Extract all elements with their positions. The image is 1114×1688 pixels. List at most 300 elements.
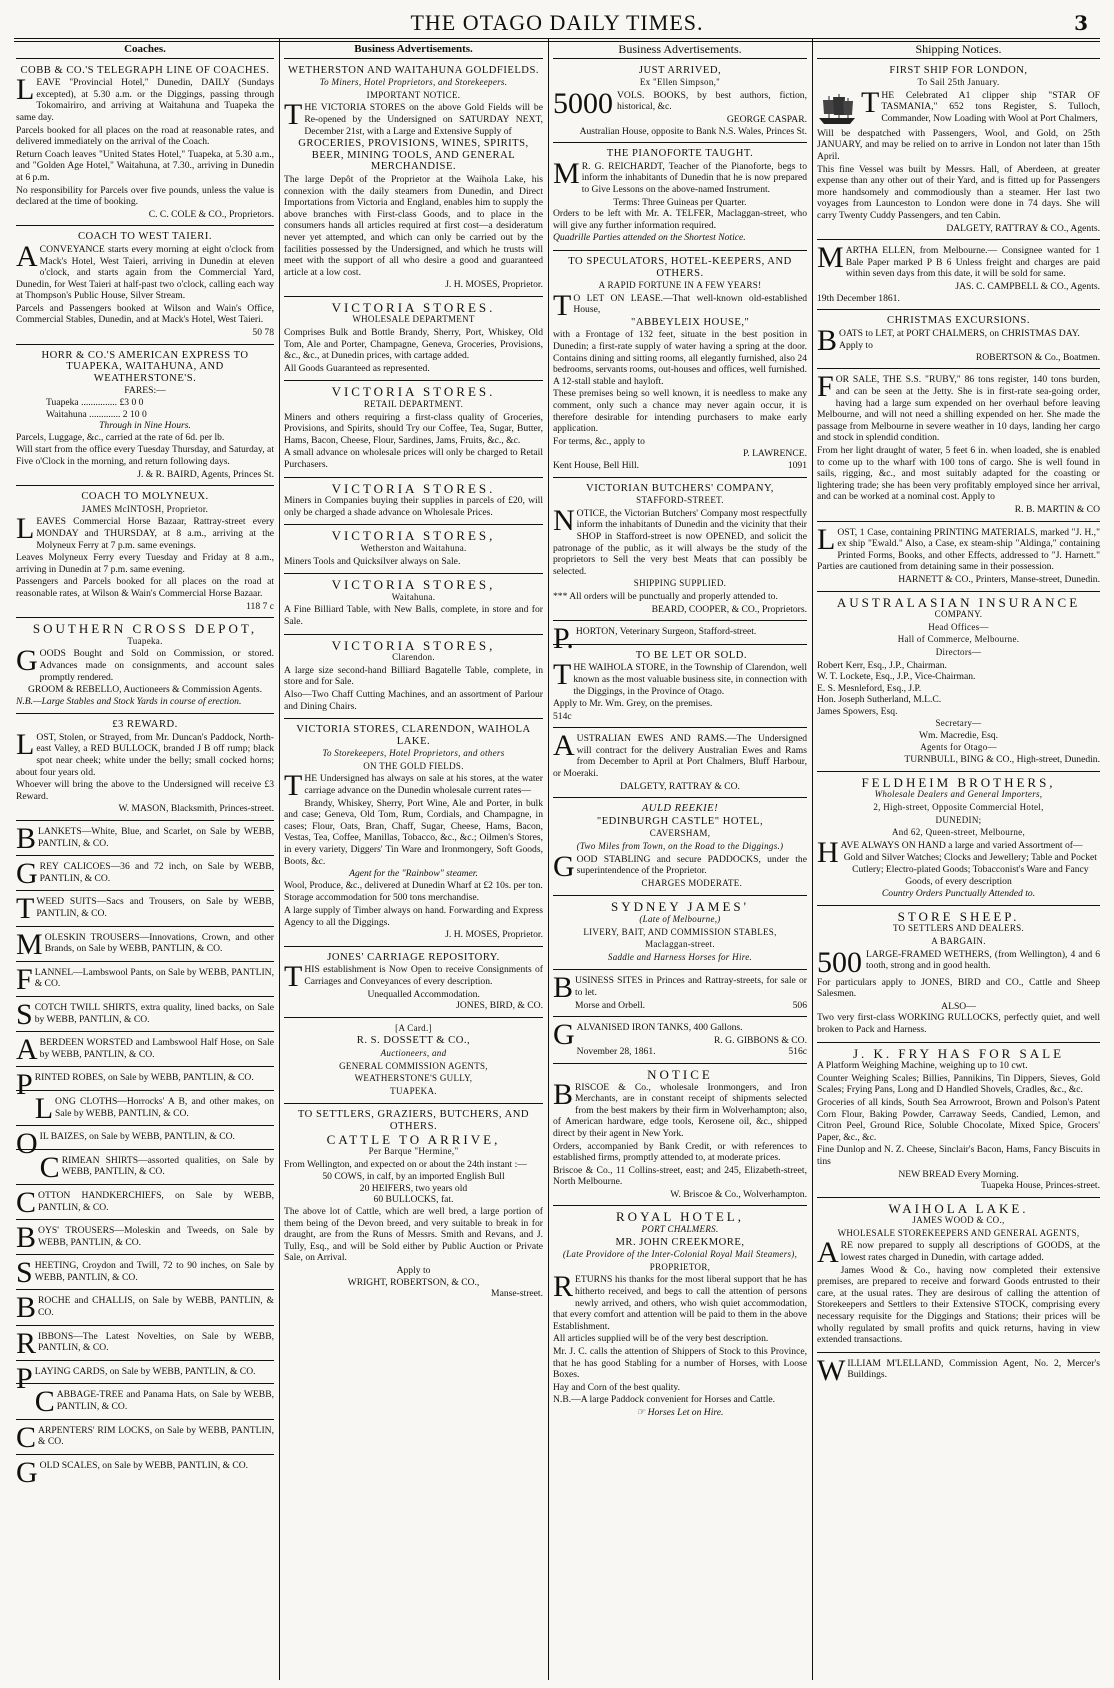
ad-butchers: [553, 481, 807, 622]
ad-body: Storage accommodation for 500 tons merchandise.: [284, 892, 480, 904]
ad-body: James Wood & Co., having now completed their extensive premises, are prepared to receive and forward Goods entrusted to their care, at the usual rates. They are desirous of calling the attention of Storekeepers and Settlers to their Extensive STOCK, comprising every necessary requisite for the Diggings and Stations; their prices will be wholly regulated by small profits and quick returns, having in view extended transactions.: [817, 1264, 1100, 1346]
ad-cattle: [284, 1107, 543, 1305]
ad-subtitle: JAMES WOOD & CO.,: [912, 1215, 1005, 1226]
ad-body: The above lot of Cattle, which are well bred, a large portion of them being of the Devon breed, and very suitable to break in for draught, are from the Runs of Messrs. Smith and Revans, and J. Tully, Esq., and will be Sold either by Public Auction or Private Sale, on Arrival.: [284, 1206, 543, 1264]
ad-subtitle: "EDINBURGH CASTLE" HOTEL,: [596, 815, 764, 827]
ad-christmas: [817, 313, 1100, 369]
ad-subtitle: LIVERY, BAIT, AND COMMISSION STABLES,: [583, 926, 777, 937]
ad-subtitle: Wetherston and Waitahuna.: [360, 542, 467, 553]
ad-dossett: [284, 1021, 543, 1105]
ad-body: GALVANISED IRON TANKS, 400 Gallons.: [553, 1018, 743, 1052]
ad-signature: J. H. MOSES, Proprietor.: [445, 279, 543, 291]
ad-cobb: [16, 63, 274, 227]
webb-pantlin-ad: [16, 1035, 274, 1067]
ad-body: Groceries of all kinds, South Sea Arrowroot, Brown and Polson's Patent Corn Flour, Baking Powder, Carraway Seeds, Candied, Lemon, and Citron Peel, Ground Rice, Soluble Chocolate, Mixed Spice, Grocers' Paper, &c., &c.: [817, 1096, 1100, 1143]
ad-body: GREY CALICOES—36 and 72 inch, on Sale by WEBB, PANTLIN, & CO.: [16, 857, 274, 891]
ad-body: MARTHA ELLEN, from Melbourne.— Consignee wanted for 1 Bale Paper marked P B 6 Unless freight and charges are paid within seven days from this date, it will be sold for same.: [817, 241, 1100, 280]
ad-director: Hon. Joseph Sutherland, M.L.C.: [817, 694, 942, 706]
ad-body: Return Coach leaves "United States Hotel," Tuapeka, at 5.30 a.m., and "Golden Age Hotel," Waitahuna, at 7.30., arriving in Dunedin at 6 p.m.: [16, 148, 274, 183]
webb-pantlin-ad: [16, 859, 274, 891]
ad-martha-ellen: [817, 243, 1100, 310]
ad-director: James Spowers, Esq.: [817, 705, 898, 717]
ad-signature: Tuapeka House, Princes-street.: [980, 1180, 1100, 1192]
ad-note: N.B.—Large Stables and Stock Yards in course of erection.: [16, 695, 242, 707]
ad-subtitle: To Miners, Hotel Proprietors, and Storekeepers.: [319, 77, 508, 88]
ad-subtitle: Hall of Commerce, Melbourne.: [897, 634, 1020, 645]
ad-body: ACONVEYANCE starts every morning at eight o'clock from Mack's Hotel, West Taieri, arriving in Dunedin at eleven o'clock, and starts again from the Commercial Yard, Dunedin, for West Taieri at half-past two o'clock, calling each way at Thompson's Public House, Silver Stream.: [16, 239, 274, 302]
ad-subtitle: Secretary—: [935, 717, 982, 728]
ad-body: Whoever will bring the above to the Undersigned will receive £3 Reward.: [16, 779, 274, 802]
ad-fry: [817, 1046, 1100, 1198]
ad-director: W. T. Lockete, Esq., J.P., Vice-Chairman.: [817, 671, 976, 683]
column-rule-3: [812, 38, 813, 1680]
ad-title: £3 REWARD.: [112, 719, 178, 731]
ad-briscoe: [553, 1067, 807, 1207]
ad-body: N.B.—A large Paddock convenient for Horses and Cattle.: [553, 1394, 776, 1406]
webb-pantlin-ad: [16, 1091, 274, 1126]
webb-pantlin-ad: [16, 1068, 274, 1102]
webb-pantlin-ad: [16, 997, 274, 1032]
ad-title: TO BE LET OR SOLD.: [635, 649, 748, 661]
ad-subtitle: CATTLE TO ARRIVE,: [326, 1131, 501, 1147]
ad-body: NEW BREAD Every Morning.: [898, 1168, 1019, 1180]
column-business-1: [284, 44, 543, 1680]
ad-body: LEAVE "Provincial Hotel," Dunedin, DAILY (Sundays excepted), at 5.30 a.m. or the Diggings, passing through Tokomairiro, and arriving at Waitahuna and Tuapeka the same day.: [16, 73, 274, 123]
ad-address-text: Kent House, Bell Hill.: [553, 460, 640, 471]
webb-pantlin-ad: [16, 1127, 274, 1161]
ad-body: Apply to Mr. Wm. Grey, on the premises.: [553, 698, 713, 710]
pointing-hand-icon: ☞: [636, 1406, 646, 1418]
ad-body: Wool, Produce, &c., delivered at Dunedin Wharf at £2 10s. per ton.: [284, 879, 543, 891]
ad-signature: P. LAWRENCE.: [743, 448, 807, 460]
ad-business-sites: [553, 973, 807, 1017]
ad-body: Will be despatched with Passengers, Wool, and Gold, on 25th JANUARY, and may be relied on to arrive in London not later than 15th April.: [817, 127, 1100, 162]
ad-reference: 1091: [787, 460, 807, 471]
ad-wetherston: [284, 63, 543, 297]
ad-molyneux: [16, 489, 274, 618]
webb-pantlin-ad: [16, 1293, 274, 1325]
ad-apply: Apply to: [396, 1265, 431, 1277]
webb-pantlin-ad: [16, 1326, 274, 1361]
ad-title: JONES' CARRIAGE REPOSITORY.: [327, 951, 500, 963]
ad-signature-line: [553, 1000, 807, 1012]
ad-body: THE Undersigned has always on sale at his stores, at the water carriage advance on the Dunedin wholesale current rates—: [284, 769, 543, 803]
ad-number: 500: [817, 945, 862, 979]
ad-address: Manse-street.: [491, 1288, 543, 1300]
webb-pantlin-ad: [16, 1185, 274, 1220]
ad-body: NOTICE, the Victorian Butchers' Company most respectfully inform the inhabitants of Dunedin and the vicinity that their SHOP in Stafford-street is now OPENED, and solicit the patronage of the public, as it will always be the study of the proprietors to Sell the very best Meats that can possibly be selected.: [553, 503, 807, 577]
ad-body: VOLS. BOOKS, by best authors, fiction, historical, &c.: [617, 89, 807, 113]
ad-signature: BEARD, COOPER, & CO., Proprietors.: [651, 603, 807, 615]
ad-subtitle: GENERAL COMMISSION AGENTS,: [339, 1060, 488, 1071]
ad-body: RIBBONS—The Latest Novelties, on Sale by WEBB, PANTLIN, & CO.: [16, 1326, 274, 1360]
ad-signature: WRIGHT, ROBERTSON, & CO.,: [347, 1276, 480, 1288]
ad-subtitle: Saddle and Harness Horses for Hire.: [607, 951, 753, 962]
ad-subtitle: WHOLESALE DEPARTMENT: [352, 314, 475, 325]
ad-body: The large Depôt of the Proprietor at the Waihola Lake, his connexion with the daily steamers from Dunedin, and Direct Importations from Victoria and England, enables him to supply the above branches with First-class Goods, and to place in the consumers hands all articles required at first cost—a desideratum never yet attempted, and which can only be carried out by the facilities possessed by the Undersigned, and which he trusts will meet with the support of all who desire a good and guaranteed article at a low cost.: [284, 173, 543, 278]
ad-reward: [16, 717, 274, 821]
ad-body: GOODS Bought and Sold on Commission, or stored. Advances made on consignments, and account sales promptly rendered.: [16, 644, 274, 683]
ad-body: LARGE-FRAMED WETHERS, (from Wellington), 4 and 6 tooth, strong and in good health.: [866, 948, 1100, 972]
ad-apply: Apply to: [839, 340, 873, 352]
ad-body: Orders, accompanied by Bank Credit, or with references to established firms, promptly attended to, at moderate prices.: [553, 1140, 807, 1164]
ad-subtitle: IMPORTANT NOTICE.: [366, 89, 461, 100]
ad-card-label: [A Card.]: [395, 1022, 432, 1033]
ad-subtitle: TO SETTLERS AND DEALERS.: [892, 923, 1025, 934]
ad-title: FIRST SHIP FOR LONDON,: [889, 64, 1028, 76]
ad-subtitle: ON THE GOLD FIELDS.: [363, 760, 464, 771]
ad-subtitle: Per Barque "Hermine,": [368, 1146, 459, 1157]
ad-body: MR. G. REICHARDT, Teacher of the Pianoforte, begs to inform the inhabitants of Dunedin that he is now prepared to Give Lessons on the above-named Instrument.: [553, 156, 807, 195]
ad-list-item: 20 HEIFERS, two years old: [359, 1182, 468, 1194]
ad-body: HAVE ALWAYS ON HAND a large and varied Assortment of—: [817, 835, 1083, 869]
ad-subtitle: Head Offices—: [928, 621, 989, 632]
ad-body: All Goods Guaranteed as represented.: [284, 362, 430, 374]
ad-body: GOOD STABLING and secure PADDOCKS, under the superintendence of the Proprietor.: [553, 849, 807, 883]
ad-body: ABERDEEN WORSTED and Lambswool Half Hose, on Sale by WEBB, PANTLIN, & CO.: [16, 1033, 274, 1067]
ad-title: WETHERSTON AND WAITAHUNA GOLDFIELDS.: [288, 64, 539, 76]
ad-abbeyleix: [553, 254, 807, 478]
ad-southern-cross: [16, 621, 274, 714]
ad-edinburgh-castle: [553, 801, 807, 896]
ad-body: THE Celebrated A1 clipper ship "STAR OF TASMANIA," 652 tons Register, S. Tulloch, Commander, Now Loading with Wool at Port Chalmers,: [861, 85, 1100, 124]
webb-pantlin-ad: [16, 962, 274, 997]
ad-subtitle: MR. JOHN CREEKMORE,: [615, 1236, 745, 1248]
ad-body: LOST, 1 Case, containing PRINTING MATERIALS, marked "J. H.," ex ship "Ewald." Also, a Case, ex steam-ship "Aldinga," containing Printed Forms, Books, and other Effects, addressed to "J. Harnett." Parties are cautioned from detaining same in their possession.: [817, 522, 1100, 573]
ad-body: FOR SALE, THE S.S. "RUBY," 86 tons register, 140 tons burden, and can be seen at the Jetty. She is in first-rate sea-going order, having had a large sum expended on her overhaul before leaving Melbourne, and will not need a shilling expended on her. She made the passage from Melbourne in severe weather in 10 days, landing her cargo and stock in splendid condition.: [817, 370, 1100, 444]
webb-pantlin-ad: [16, 1258, 274, 1290]
ad-date: November 28, 1861.: [576, 1046, 656, 1058]
ad-signature: J. & R. BAIRD, Agents, Princes St.: [137, 468, 274, 480]
ad-subtitle: PROPRIETOR,: [649, 1261, 711, 1272]
ad-title: R. S. DOSSETT & CO.,: [356, 1035, 471, 1047]
ad-reference: 516c: [788, 1046, 807, 1058]
ad-insurance: [817, 595, 1100, 772]
ad-lost-case: [817, 522, 1100, 592]
column-coaches: [16, 44, 274, 1680]
ad-body: WILLIAM M'LELLAND, Commission Agent, No. 2, Mercer's Buildings.: [817, 1353, 1100, 1387]
ad-body: TWEED SUITS—Sacs and Trousers, on Sale by WEBB, PANTLIN, & CO.: [16, 892, 274, 926]
ad-body: BOYS' TROUSERS—Moleskin and Tweeds, on Sale by WEBB, PANTLIN, & CO.: [16, 1221, 274, 1255]
webb-pantlin-ad: [16, 1150, 274, 1185]
column-business-2: [553, 44, 807, 1680]
ad-body: Comprises Bulk and Bottle Brandy, Sherry, Port, Whiskey, Old Tom, Ale and Porter, Champagne, Geneva, Groceries, Provisions, &c., &c., at Dunedin prices, with cartage added.: [284, 327, 543, 362]
ad-title: AULD REEKIE!: [641, 803, 719, 815]
ad-signature: W. Briscoe & Co., Wolverhampton.: [670, 1188, 807, 1200]
ad-store-sheep: [817, 909, 1100, 1043]
ad-subtitle: And 62, Queen-street, Melbourne,: [891, 827, 1026, 838]
ad-fare: Tuapeka ............... £3 0 0: [46, 397, 144, 409]
ad-subtitle: A BARGAIN.: [931, 936, 986, 946]
ad-reference: 50 78: [252, 327, 274, 339]
ad-body: CARPENTERS' RIM LOCKS, on Sale by WEBB, PANTLIN, & CO.: [16, 1420, 274, 1454]
ad-title: FELDHEIM BROTHERS,: [861, 774, 1056, 790]
ad-signature: GEORGE CASPAR.: [726, 113, 807, 125]
ad-body: PRINTED ROBES, on Sale by WEBB, PANTLIN, & CO.: [16, 1068, 254, 1102]
ad-body: GOLD SCALES, on Sale by WEBB, PANTLIN, & CO.: [16, 1455, 249, 1489]
ad-subtitle: To Sail 25th January.: [917, 77, 1000, 88]
webb-pantlin-ad: [16, 1455, 274, 1489]
ad-body: Briscoe & Co., 11 Collins-street, east; and 245, Elizabeth-street, North Melbourne.: [553, 1164, 807, 1188]
ad-director: Robert Kerr, Esq., J.P., Chairman.: [817, 659, 947, 671]
ad-subtitle: Auctioneers, and: [380, 1047, 447, 1058]
ad-sydney-james: [553, 899, 807, 970]
ad-title: ROYAL HOTEL,: [616, 1209, 744, 1225]
ad-signature: ROBERTSON & Co., Boatmen.: [975, 351, 1100, 363]
webb-pantlin-ad: [16, 1387, 274, 1419]
column-heading: Business Advertisements.: [284, 44, 543, 59]
ad-body: Parcels and Passengers booked at Wilson and Wain's Office, Commercial Stables, Dunedin, and at Mack's Hotel, West Taieri.: [16, 302, 274, 326]
ad-caspar: [553, 63, 807, 144]
ad-body: CRIMEAN SHIRTS—assorted qualities, on Sale by WEBB, PANTLIN, & CO.: [39, 1150, 274, 1184]
ad-subtitle: 2, High-street, Opposite Commercial Hotel,: [873, 802, 1044, 813]
column-shipping: [817, 44, 1100, 1680]
ad-title: COBB & CO.'S TELEGRAPH LINE OF COACHES.: [20, 64, 270, 76]
ad-signature: R. B. MARTIN & CO: [1014, 504, 1100, 515]
ad-iron-tanks: [553, 1020, 807, 1064]
ad-west-taieri: [16, 229, 274, 344]
webb-pantlin-ad: [16, 894, 274, 926]
ad-body: Quadrille Parties attended on the Shortest Notice.: [553, 232, 746, 244]
page-number: 3: [1074, 11, 1088, 35]
ad-signature: W. MASON, Blacksmith, Princes-street.: [118, 803, 274, 815]
ad-title: CHRISTMAS EXCURSIONS.: [887, 315, 1030, 327]
ad-body: A large size second-hand Billiard Bagatelle Table, complete, in store and for Sale.: [284, 664, 543, 688]
ad-footer: [553, 1407, 807, 1419]
ad-body: Parcels booked for all places on the road at reasonable rates, and delivered immediately on the arrival of the Coach.: [16, 124, 274, 148]
ad-body: All articles supplied will be of the very best description.: [553, 1333, 769, 1345]
column-heading: Shipping Notices.: [817, 44, 1100, 59]
ad-title: SYDNEY JAMES': [610, 899, 749, 915]
ad-subtitle: Ex "Ellen Simpson,": [639, 77, 721, 88]
sailing-ship-icon: [817, 92, 857, 126]
ad-body: COTTON HANDKERCHIEFS, on Sale by WEBB, PANTLIN, & CO.: [16, 1185, 274, 1219]
masthead: [0, 8, 1114, 38]
ad-subtitle: CAVERSHAM,: [649, 828, 711, 839]
webb-pantlin-list: [16, 822, 274, 1489]
ad-body: This fine Vessel was built by Messrs. Hall, of Aberdeen, at greater expense than any other out of their Yard, and is fitted up for Passengers more handsomely and commodiously than a steamer. Her last two voyages from Launceston to London were done in 74 days. She will carry Twenty Cuddy Passengers, and ten Cabin.: [817, 163, 1100, 221]
newspaper-title: THE OTAGO DAILY TIMES.: [410, 10, 704, 35]
ad-body: A small advance on wholesale prices will only be charged to Retail Purchasers.: [284, 447, 543, 470]
ad-body: Will start from the office every Tuesday Thursday, and Saturday, at Five o'Clock in the morning, and return following days.: [16, 444, 274, 467]
ad-house-name: "ABBEYLEIX HOUSE,": [631, 316, 750, 328]
ad-royal-hotel: [553, 1209, 807, 1423]
ad-also: ALSO—: [941, 1000, 976, 1012]
ad-body: These premises being so well known, it is needless to make any comment, only such a chance may never again occur, it is therefore desirable for intending purchasers to make early application.: [553, 388, 807, 435]
ad-subtitle: Tuapeka.: [127, 635, 163, 646]
ad-secretary: Wm. Macredie, Esq.: [918, 730, 999, 742]
ad-horr: [16, 348, 274, 487]
ad-star-of-tasmania: [817, 63, 1100, 241]
ad-body: BOATS to LET, at PORT CHALMERS, on CHRISTMAS DAY.: [817, 323, 1080, 357]
ad-body: Leaves Molyneux Ferry every Tuesday and Friday at 8 a.m., arriving in Dunedin at 7 p.m. same evening.: [16, 552, 274, 575]
ad-subtitle: DUNEDIN;: [935, 814, 982, 825]
ad-title: NOTICE: [647, 1066, 713, 1082]
ad-subtitle: WHOLESALE STOREKEEPERS AND GENERAL AGENTS,: [837, 1227, 1080, 1238]
ad-body: Unequalled Accommodation.: [367, 988, 480, 1000]
ad-body: Fine Dunlop and N. Z. Cheese, Sinclair's Bacon, Hams, Fancy Biscuits in tins: [817, 1144, 1100, 1167]
ad-signature: JONES, BIRD, & CO.: [456, 1000, 543, 1012]
ad-ewes: [553, 731, 807, 798]
ad-subtitle: WEATHERSTONE'S GULLY,: [354, 1073, 473, 1084]
ad-subtitle: Directors—: [935, 646, 982, 657]
webb-pantlin-ad: [16, 927, 274, 962]
ad-body: FLANNEL—Lambswool Pants, on Sale by WEBB, PANTLIN, & CO.: [16, 962, 274, 996]
ad-signature: GROOM & REBELLO, Auctioneers & Commission Agents.: [28, 684, 262, 696]
ad-list-item: 60 BULLOCKS, fat.: [373, 1194, 454, 1206]
ad-body: CABBAGE-TREE and Panama Hats, on Sale by WEBB, PANTLIN, & CO.: [34, 1385, 274, 1419]
ad-footer: Country Orders Punctually Attended to.: [881, 888, 1036, 900]
ad-body: Two very first-class WORKING RULLOCKS, perfectly quiet, and well broken to Pack and Harness.: [817, 1012, 1100, 1035]
ad-title: VICTORIA STORES,: [331, 528, 496, 544]
ad-terms: Terms: Three Guineas per Quarter.: [613, 196, 747, 208]
webb-pantlin-ad: [16, 1223, 274, 1255]
ad-title: VICTORIA STORES, CLARENDON, WAIHOLA LAKE.: [296, 724, 531, 747]
ad-title: COACH TO WEST TAIERI.: [77, 231, 213, 243]
ad-goods: GROCERIES, PROVISIONS, WINES, SPIRITS, BEER, MINING TOOLS, AND GENERAL MERCHANDISE.: [298, 138, 529, 173]
ad-date-line: [553, 1046, 807, 1058]
ad-subtitle: RETAIL DEPARTMENT.: [363, 399, 464, 410]
webb-pantlin-ad: [16, 1420, 274, 1455]
ad-body: BLANKETS—White, Blue, and Scarlet, on Sale by WEBB, PANTLIN, & CO.: [16, 822, 274, 856]
ad-waihola-lake: [817, 1201, 1100, 1353]
column-heading: Coaches.: [16, 44, 274, 59]
ad-victoria-clarendon: [284, 638, 543, 720]
ad-victoria-wholesale: [284, 300, 543, 382]
ad-title: SOUTHERN CROSS DEPOT,: [32, 621, 258, 637]
ad-subtitle: Agents for Otago—: [920, 741, 997, 752]
ad-signature: R. G. GIBBONS & CO.: [713, 1034, 807, 1046]
ad-waihola-stores: [284, 722, 543, 947]
ad-signature: DALGETY, RATTRAY & CO.: [620, 780, 740, 792]
ad-director: E. S. Mesnleford, Esq., J.P.: [817, 682, 922, 694]
ad-subtitle: To Storekeepers, Hotel Proprietors, and others: [322, 748, 505, 759]
ad-body: No responsibility for Parcels over five pounds, unless the value is declared at the time of booking.: [16, 184, 274, 208]
ad-victoria-retail: [284, 384, 543, 477]
ad-title: JUST ARRIVED,: [638, 64, 722, 76]
ad-jones-carriage: [284, 950, 543, 1018]
ad-title: VICTORIA STORES.: [331, 384, 496, 400]
column-rule-2: [548, 38, 549, 1680]
ad-body: OIL BAIZES, on Sale by WEBB, PANTLIN, & CO.: [16, 1127, 235, 1161]
ad-body: MOLESKIN TROUSERS—Innovations, Crown, and other Brands, on Sale by WEBB, PANTLIN, & CO.: [16, 927, 274, 961]
ad-subtitle: Waitahuna.: [391, 591, 436, 602]
webb-pantlin-ad: [16, 824, 274, 856]
ad-title: VICTORIA STORES,: [331, 577, 496, 593]
ad-body: Miners and others requiring a first-class quality of Groceries, Provisions, and Spirits, should Try our Coffee, Tea, Sugar, Butter, Hams, Bacon, Cheese, Flour, Sardines, Jams, Fruits, &c., &c.: [284, 411, 543, 446]
webb-pantlin-ad: [16, 1361, 274, 1395]
ad-subtitle: Maclaggan-street.: [645, 939, 715, 950]
ad-body: ARE now prepared to supply all descriptions of GOODS, at the lowest rates charged in Dunedin, with cartage added.: [817, 1236, 1100, 1270]
ad-body: From Wellington, and expected on or about the 24th instant :—: [284, 1158, 527, 1170]
ad-subtitle: Clarendon.: [392, 652, 435, 663]
ad-date: 19th December 1861.: [817, 292, 900, 304]
ad-feldheim: [817, 775, 1100, 906]
ad-fares-label: FARES:—: [124, 385, 166, 397]
ad-subtitle: SHIPPING SUPPLIED.: [633, 578, 727, 589]
ad-body: A large supply of Timber always on hand. Forwarding and Express Agency to all the Diggings.: [284, 905, 543, 928]
ad-title: COACH TO MOLYNEUX.: [81, 491, 209, 503]
ad-reference: 514c: [553, 710, 572, 722]
ad-title: TO SPECULATORS, HOTEL-KEEPERS, AND OTHERS.: [568, 255, 792, 279]
ad-reference: 506: [792, 999, 807, 1011]
ad-victoria-companies: [284, 481, 543, 526]
ad-subtitle: (Late Providore of the Inter-Colonial Royal Mail Steamers),: [562, 1249, 798, 1260]
ad-body: Passengers and Parcels booked for all places on the road at reasonable rates, at Wilson & Wain's Commercial Horse Bazaar.: [16, 576, 274, 599]
ad-title: HORR & CO.'S AMERICAN EXPRESS TO TUAPEKA, WAITAHUNA, AND WEATHERSTONE'S.: [41, 349, 249, 384]
ad-title: WAIHOLA LAKE.: [888, 1200, 1029, 1216]
ad-body: A Platform Weighing Machine, weighing up to 10 cwt.: [817, 1060, 1028, 1072]
ad-subtitle: Wholesale Dealers and General Importers,: [874, 789, 1043, 800]
ad-mclelland: [817, 1353, 1100, 1387]
ad-body: LEAVES Commercial Horse Bazaar, Rattray-street every MONDAY and THURSDAY, at 8 a.m., arriving at the Molyneux Ferry at 7 p.m. same evenings.: [16, 512, 274, 551]
ad-body: For terms, &c., apply to: [553, 435, 645, 447]
ad-body: A Fine Billiard Table, with New Balls, complete, in store and for Sale.: [284, 604, 543, 627]
ad-title: VICTORIA STORES,: [331, 637, 496, 653]
ad-signature: TURNBULL, BING & CO., High-street, Dunedin.: [904, 754, 1100, 766]
ad-address: [553, 460, 807, 472]
ad-victoria-billiard: [284, 577, 543, 634]
ad-body: RETURNS his thanks for the most liberal support that he has hitherto received, and begs to call the attention of persons newly arrived, and others, who wish quiet accommodation, that every comfort and attention will be paid to them in the above Establishment.: [553, 1270, 807, 1332]
ad-subtitle: JAMES McINTOSH, Proprietor.: [81, 503, 209, 514]
ad-subtitle: STAFFORD-STREET.: [636, 495, 724, 506]
ad-body: AUSTRALIAN EWES AND RAMS.—The Undersigned will contract for the delivery Australian Ewes and Rams from December to April at Port Chalmers, Bluff Harbour, or Moeraki.: [553, 729, 807, 780]
column-rule-1: [279, 38, 280, 1680]
ad-subtitle: TUAPEKA.: [390, 1085, 437, 1096]
ad-list-item: 50 COWS, in calf, by an imported English Bull: [322, 1171, 505, 1183]
ad-reference: 118 7 c: [246, 600, 274, 612]
ad-title: AUSTRALASIAN INSURANCE: [836, 594, 1081, 610]
ad-body: Orders to be left with Mr. A. TELFER, Maclaggan-street, who will give any further information required.: [553, 208, 807, 231]
ad-body: BRISCOE & Co., wholesale Ironmongers, and Iron Merchants, are in constant receipt of shipments selected from the best makers by their firm in Wolverhampton; also, of American hardware, edge tools, Kerosene oil, &c., shipped direct by their agent in New York.: [553, 1077, 807, 1139]
ad-body: LONG CLOTHS—Horrocks' A B, and other makes, on Sale by WEBB, PANTLIN, & CO.: [34, 1091, 274, 1125]
ad-address: Australian House, opposite to Bank N.S. Wales, Princes St.: [579, 125, 807, 137]
ad-ruby: [817, 372, 1100, 521]
ad-list: Brandy, Whiskey, Sherry, Port Wine, Ale and Porter, in bulk and case; Geneva, Old Tom, Rum, Cordials, and Champagne, in cases; Flour, Oats, Bran, Chaff, Sugar, Cheese, Hams, Bacon, Vestas, Tea, Coffee, Manillas, Tobacco, &c., &c.; Oilmen's Stores, in every variety, Diggers' Tin Ware and Ironmongery, Soft Goods, Boots, &c.: [284, 797, 543, 867]
column-heading: Business Advertisements.: [553, 44, 807, 59]
ad-subtitle: COMPANY.: [934, 609, 983, 620]
ad-body: From her light draught of water, 5 feet 6 in. when loaded, she is enabled to come up to the wharf with 100 tons of cargo. She is well found in sails, rigging, &c., and most suitably adapted for the coasting or lightering trade; she has been very profitably employed since her arrival, and can be worked at a nominal cost. Apply to: [817, 445, 1100, 503]
ad-title: J. K. FRY HAS FOR SALE: [852, 1045, 1065, 1061]
ad-title: VICTORIA STORES.: [331, 299, 496, 315]
ad-subtitle: CHARGES MODERATE.: [641, 877, 743, 888]
ad-title: TO SETTLERS, GRAZIERS, BUTCHERS, AND OTHERS.: [297, 1109, 530, 1132]
ad-list: Gold and Silver Watches; Clocks and Jewellery; Table and Pocket Cutlery; Electro-plated Goods; Tobacconist's Ware and Fancy Goods, of every description: [843, 852, 1097, 887]
ad-body: Also—Two Chaff Cutting Machines, and an assortment of Parlour and Dining Chairs.: [284, 688, 543, 712]
ad-title: VICTORIAN BUTCHERS' COMPANY,: [586, 482, 774, 494]
ad-body: Counter Weighing Scales; Billies, Pannikins, Tin Dippers, Sieves, Gold Scales; Frying Pans, Long and D Handled Shovels, Cradles, &c., &c.: [817, 1072, 1100, 1096]
ad-agent: Agent for the "Rainbow" steamer.: [349, 868, 478, 880]
ad-title: THE PIANOFORTE TAUGHT.: [606, 148, 754, 160]
ad-body: BROCHE and CHALLIS, on Sale by WEBB, PANTLIN, & CO.: [16, 1291, 274, 1325]
ad-body: Mr. J. C. calls the attention of Shippers of Stock to this Province, that he has good Stabling for a number of Horses, with Loose Boxes.: [553, 1346, 807, 1381]
ad-body: Miners in Companies buying their supplies in parcels of £20, will only be charged a shade advance on Wholesale Prices.: [284, 495, 543, 518]
ad-pianoforte: [553, 146, 807, 251]
ad-signature: J. H. MOSES, Proprietor.: [445, 929, 543, 941]
ad-body: Miners Tools and Quicksilver always on Sale.: [284, 555, 461, 567]
ad-body: Hay and Corn of the best quality.: [553, 1381, 680, 1393]
ad-victoria-tools: [284, 528, 543, 574]
ad-body: PLAYING CARDS, on Sale by WEBB, PANTLIN, & CO.: [16, 1361, 256, 1395]
ad-signature: Morse and Orbell.: [575, 999, 646, 1011]
ad-signature: JAS. C. CAMPBELL & CO., Agents.: [955, 280, 1100, 292]
ad-body: Parcels, Luggage, &c., carried at the rate of 6d. per lb.: [16, 431, 225, 443]
ad-fare: Waitahuna ............. 2 10 0: [46, 408, 147, 420]
ad-subtitle: (Late of Melbourne,): [639, 914, 721, 924]
ad-hire: Horses Let on Hire.: [647, 1406, 724, 1418]
ad-body: THE VICTORIA STORES on the above Gold Fields will be Re-opened by the Undersigned on SATURDAY NEXT, December 21st, with a Large and Extensive Supply of: [284, 98, 543, 137]
ad-body: TO LET ON LEASE.—That well-known old-established House,: [553, 288, 807, 322]
